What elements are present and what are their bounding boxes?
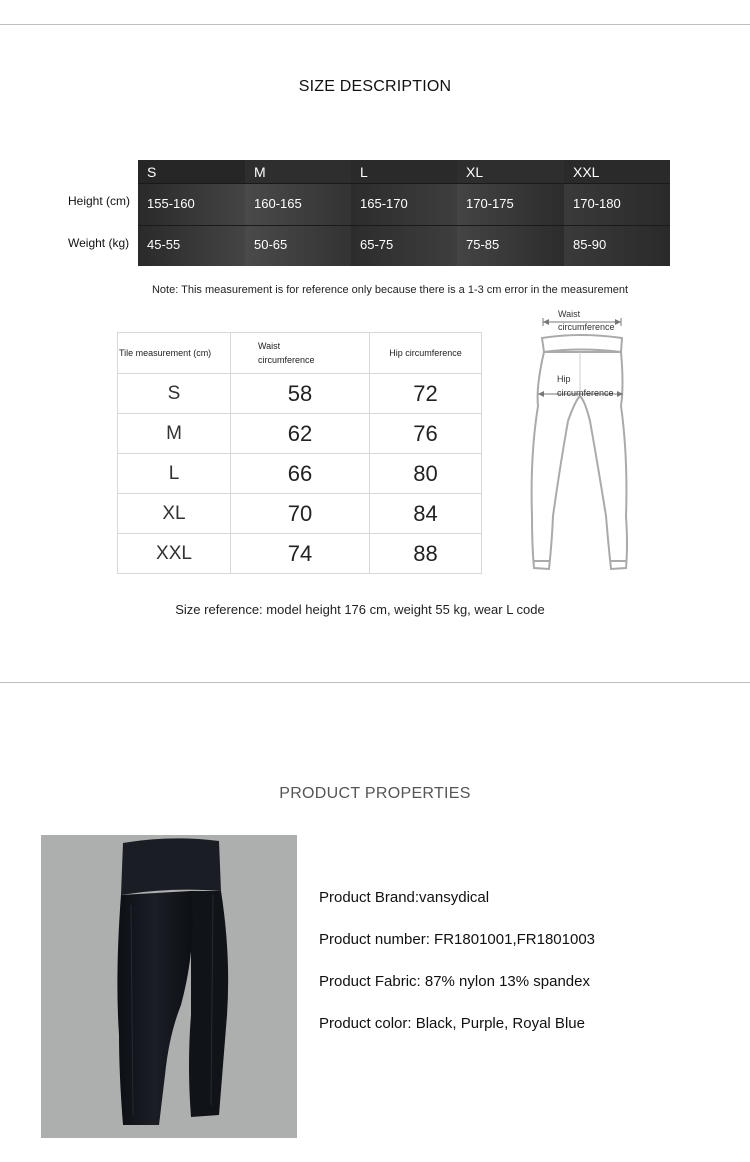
size-chart-table [138, 160, 670, 266]
size-description-title: SIZE DESCRIPTION [298, 78, 452, 95]
row-hip: 72 [370, 374, 482, 414]
weight-row-label: Weight (kg) [68, 236, 130, 250]
table-row [118, 374, 482, 414]
size-header: M [254, 164, 266, 180]
row-waist: 66 [231, 454, 370, 494]
height-row-label: Height (cm) [68, 194, 131, 208]
size-column [138, 160, 245, 266]
height-value: 170-180 [573, 196, 621, 211]
row-waist: 70 [231, 494, 370, 534]
height-value: 160-165 [254, 196, 302, 211]
size-header: XXL [573, 164, 600, 180]
row-waist: 74 [231, 534, 370, 574]
size-column [245, 160, 351, 266]
table-row [118, 534, 482, 574]
row-size: XXL [118, 534, 231, 574]
header-waist-line2: circumference [258, 355, 315, 365]
row-size: L [118, 454, 231, 494]
section-divider [0, 682, 750, 683]
row-hip: 80 [370, 454, 482, 494]
row-waist: 62 [231, 414, 370, 454]
header-hip: Hip circumference [370, 333, 482, 374]
row-hip: 88 [370, 534, 482, 574]
size-header: S [147, 164, 157, 180]
product-brand: Product Brand:vansydical [319, 889, 490, 906]
hip-label-line1: Hip [557, 374, 571, 384]
product-number: Product number: FR1801001,FR1801003 [319, 931, 596, 948]
waist-label [558, 308, 580, 321]
height-value: 155-160 [147, 196, 195, 211]
measurement-table [117, 332, 482, 574]
row-hip: 76 [370, 414, 482, 454]
weight-value: 50-65 [254, 237, 288, 252]
size-column [351, 160, 457, 266]
height-value: 165-170 [360, 196, 408, 211]
size-header: L [360, 164, 368, 180]
table-header-row [118, 333, 482, 374]
header-tile-measurement: Tile measurement (cm) [118, 333, 231, 374]
weight-value: 75-85 [466, 237, 500, 252]
waist-label-line2: circumference [558, 322, 615, 332]
size-column [457, 160, 564, 266]
top-divider [0, 24, 750, 25]
weight-value: 65-75 [360, 237, 394, 252]
pants-measurement-diagram [520, 306, 640, 582]
size-column [564, 160, 670, 266]
pants-outline-icon [520, 306, 640, 582]
row-size: XL [118, 494, 231, 534]
model-size-reference: Size reference: model height 176 cm, weight 55 kg, wear L code [175, 602, 545, 617]
measurement-note: Note: This measurement is for reference only because there is a 1-3 cm error in the measurement [151, 284, 629, 296]
header-waist-line1: Waist [258, 341, 281, 351]
product-fabric: Product Fabric: 87% nylon 13% spandex [319, 973, 590, 990]
waist-label-line1: Waist [558, 309, 581, 319]
size-header: XL [466, 164, 484, 180]
table-row [118, 454, 482, 494]
hip-label-line2: circumference [557, 388, 614, 398]
table-row [118, 494, 482, 534]
weight-value: 45-55 [147, 237, 181, 252]
header-waist [231, 333, 370, 374]
row-size: M [118, 414, 231, 454]
height-value: 170-175 [466, 196, 514, 211]
product-color: Product color: Black, Purple, Royal Blue [319, 1015, 585, 1032]
row-hip: 84 [370, 494, 482, 534]
row-waist: 58 [231, 374, 370, 414]
product-properties-title: PRODUCT PROPERTIES [279, 785, 471, 802]
weight-value: 85-90 [573, 237, 607, 252]
product-photo [41, 835, 297, 1138]
table-row [118, 414, 482, 454]
row-size: S [118, 374, 231, 414]
leggings-image-icon [41, 835, 297, 1138]
